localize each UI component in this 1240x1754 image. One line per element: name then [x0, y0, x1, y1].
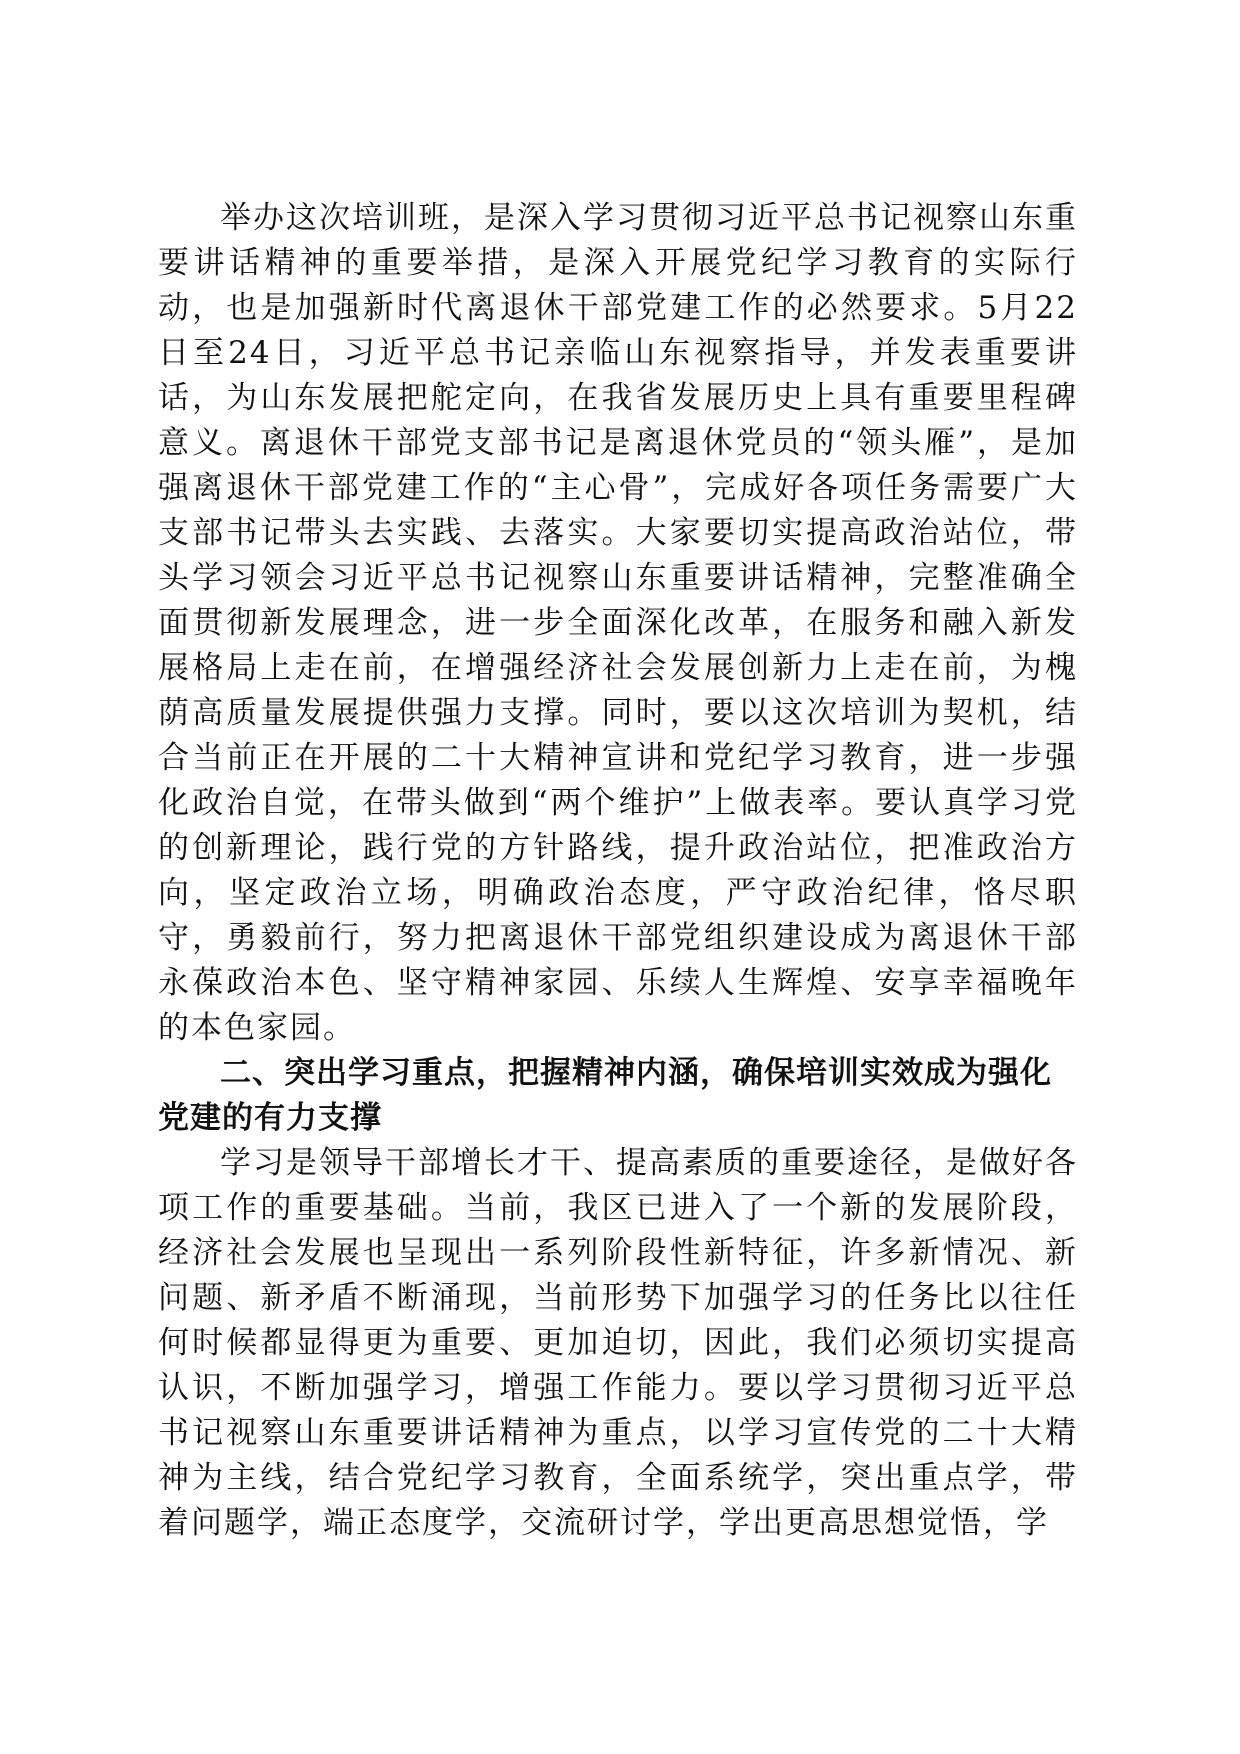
section-heading: 二、突出学习重点，把握精神内涵，确保培训实效成为强化党建的有力支撑 [158, 1055, 1052, 1136]
document-page [158, 196, 1078, 1546]
body-paragraph: 举办这次培训班，是深入学习贯彻习近平总书记视察山东重要讲话精神的重要举措，是深入开展党纪学习教育的实际行动，也是加强新时代离退休干部党建工作的必然要求。5月22日至24日，习近平总书记亲临山东视察指导，并发表重要讲话，为山东发展把舵定向，在我省发展历史上具有重要里程碑意义。离退休干部党支部书记是离退休党员的“领头雁”，是加强离退休干部党建工作的“主心骨”，完成好各项任务需要广大支部书记带头去实践、去落实。大家要切实提高政治站位，带头学习领会习近平总书记视察山东重要讲话精神，完整准确全面贯彻新发展理念，进一步全面深化改革，在服务和融入新发展格局上走在前，在增强经济社会发展创新力上走在前，为槐荫高质量发展提供强力支撑。同时，要以这次培训为契机，结合当前正在开展的二十大精神宣讲和党纪学习教育，进一步强化政治自觉，在带头做到“两个维护”上做表率。要认真学习党的创新理论，践行党的方针路线，提升政治站位，把准政治方向，坚定政治立场，明确政治态度，严守政治纪律，恪尽职守，勇毅前行，努力把离退休干部党组织建设成为离退休干部永葆政治本色、坚守精神家园、乐续人生辉煌、安享幸福晚年的本色家园。 [158, 200, 1078, 1046]
body-paragraph: 学习是领导干部增长才干、提高素质的重要途径，是做好各项工作的重要基础。当前，我区已进入了一个新的发展阶段，经济社会发展也呈现出一系列阶段性新特征，许多新情况、新问题、新矛盾不断涌现，当前形势下加强学习的任务比以往任何时候都显得更为重要、更加迫切，因此，我们必须切实提高认识，不断加强学习，增强工作能力。要以学习贯彻习近平总书记视察山东重要讲话精神为重点，以学习宣传党的二十大精神为主线，结合党纪学习教育，全面系统学，突出重点学，带着问题学，端正态度学，交流研讨学，学出更高思想觉悟，学 [158, 1145, 1078, 1541]
